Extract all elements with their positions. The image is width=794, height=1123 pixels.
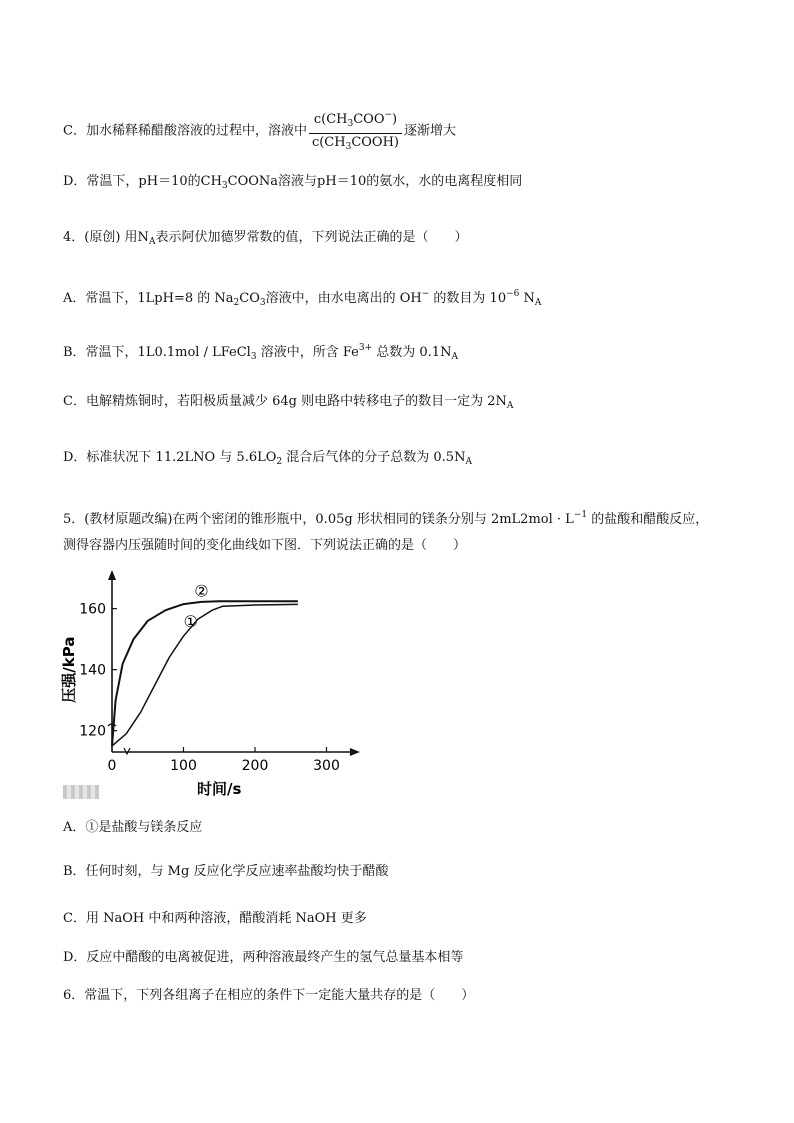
q4-stem: 4．(原创) 用$N_A$表示阿伏加德罗常数的值，下列说法正确的是（ ） [63, 230, 468, 247]
x-tick-label: 200 [241, 758, 269, 774]
x-tick-label: 0 [107, 758, 117, 774]
q4-option-a: A．常温下，1LpH=8 的 $Na_2CO_3$溶液中，由水电离出的 OH− 的数目为 $10^{-6}$ $N_A$ [63, 289, 542, 308]
q5-stem-line1: 5．(教材原题改编)在两个密闭的锥形瓶中，0.05g 形状相同的镁条分别与 $2mL2mol \cdot L^{-1}$ 的盐酸和醋酸反应， [63, 510, 709, 527]
fraction-denominator: $c(CH_3COOH)$ [311, 135, 399, 152]
q3-c-suffix: 逐渐增大 [404, 123, 457, 139]
y-axis-arrow [108, 570, 116, 580]
q5-option-b: B．任何时刻，与 Mg 反应化学反应速率盐酸均快于醋酸 [63, 864, 389, 879]
series-line [112, 601, 298, 746]
q3-option-c [63, 106, 456, 156]
x-tick-label: 300 [313, 758, 340, 774]
concentration-ratio-fraction [309, 106, 402, 156]
y-axis-label: 压强/kPa [60, 636, 78, 703]
x-axis-arrow [350, 748, 360, 756]
q3-c-prefix: C．加水稀释稀醋酸溶液的过程中，溶液中 [63, 123, 307, 139]
pressure-chart-svg [60, 570, 360, 800]
q6-stem: 6．常温下，下列各组离子在相应的条件下一定能大量共存的是（ ） [63, 988, 475, 1003]
fraction-numerator: $c(CH_3COO^-)$ [309, 106, 402, 134]
q3-option-d: D．常温下，pH＝10的$CH_3COONa$溶液与pH＝10的氨水，水的电离程度相同 [63, 174, 523, 191]
series-label: ② [194, 581, 209, 601]
pressure-time-chart [60, 570, 360, 804]
q5-stem-line2: 测得容器内压强随时间的变化曲线如下图．下列说法正确的是（ ） [63, 538, 467, 553]
y-tick-label: 140 [79, 662, 106, 679]
series-line [112, 604, 298, 746]
x-axis-label: 时间/s [197, 780, 242, 798]
q5-option-d: D．反应中醋酸的电离被促进，两种溶液最终产生的氢气总量基本相等 [63, 950, 464, 965]
x-axis-break [124, 748, 130, 754]
q4-option-d: D．标准状况下 11.2LNO 与 $5.6LO_2$ 混合后气体的分子总数为 $0.5N_A$ [63, 450, 472, 467]
series-label: ① [183, 611, 198, 631]
y-tick-label: 120 [79, 723, 106, 740]
q4-option-b: B．常温下，1L0.1mol / LFeCl$_3$ 溶液中，所含 $Fe^{3+}$ 总数为 $0.1N_A$ [63, 343, 458, 362]
q5-option-a: A．①是盐酸与镁条反应 [63, 820, 203, 835]
q5-option-c: C．用 NaOH 中和两种溶液，醋酸消耗 NaOH 更多 [63, 911, 367, 926]
x-tick-label: 100 [170, 758, 197, 774]
blurred-watermark [63, 785, 99, 799]
q4-option-c: C．电解精炼铜时，若阳极质量减少 64g 则电路中转移电子的数目一定为 $2N_A$ [63, 394, 514, 411]
y-tick-label: 160 [79, 601, 106, 618]
